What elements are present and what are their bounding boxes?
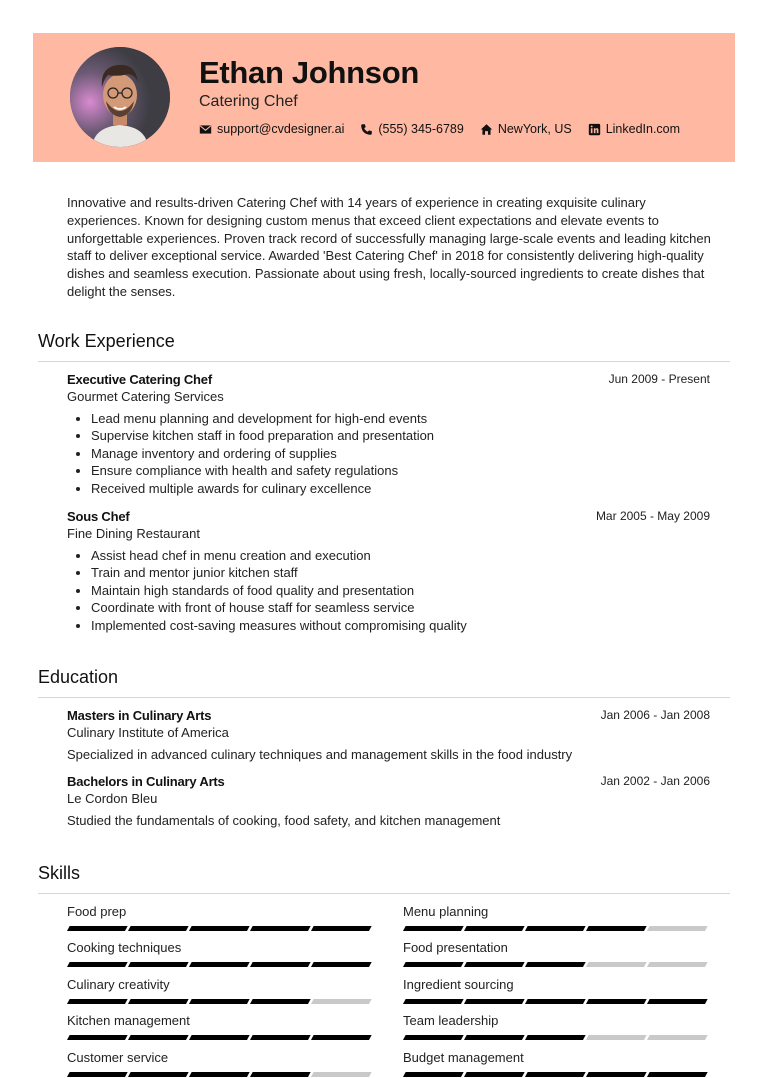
- section-title-education: Education: [38, 667, 119, 687]
- rating-segment-filled: [128, 962, 189, 967]
- skill-item: [403, 940, 709, 967]
- linkedin-icon: [588, 123, 601, 136]
- contact-email-text: support@cvdesigner.ai: [217, 122, 345, 136]
- rating-segment-filled: [250, 926, 311, 931]
- rating-segment-filled: [525, 1072, 586, 1077]
- list-item: • Coordinate with front of house staff for seamless service: [91, 599, 710, 616]
- rating-segment-filled: [647, 1072, 708, 1077]
- education-date: Jan 2006 - Jan 2008: [600, 708, 710, 722]
- home-icon: [480, 123, 493, 136]
- education-degree: Bachelors in Culinary Arts: [67, 774, 225, 789]
- contact-linkedin[interactable]: [588, 122, 680, 136]
- skill-rating: [67, 1035, 373, 1040]
- list-item: • Lead menu planning and development for high-end events: [91, 410, 710, 427]
- rating-segment-filled: [311, 926, 372, 931]
- rating-segment-filled: [250, 999, 311, 1004]
- rating-segment-filled: [403, 962, 464, 967]
- skill-name: Kitchen management: [67, 1013, 190, 1028]
- list-item: • Implemented cost-saving measures without compromising quality: [91, 617, 710, 634]
- work-title: Executive Catering Chef: [67, 372, 212, 387]
- list-item: • Assist head chef in menu creation and execution: [91, 547, 710, 564]
- list-item: • Manage inventory and ordering of supplies: [91, 445, 710, 462]
- skill-item: [403, 904, 709, 931]
- rating-segment-filled: [403, 1072, 464, 1077]
- work-company: Gourmet Catering Services: [67, 389, 224, 404]
- skill-item: [67, 940, 373, 967]
- rating-segment-filled: [67, 1072, 128, 1077]
- rating-segment-filled: [128, 999, 189, 1004]
- skill-name: Budget management: [403, 1050, 524, 1065]
- skill-name: Cooking techniques: [67, 940, 182, 955]
- skill-name: Food prep: [67, 904, 127, 919]
- skill-name: Menu planning: [403, 904, 489, 919]
- contact-email[interactable]: [199, 122, 344, 136]
- skill-item: [67, 904, 373, 931]
- portrait-image: [70, 47, 170, 147]
- rating-segment-filled: [525, 1035, 586, 1040]
- work-bullets: [67, 547, 710, 634]
- work-entry: [67, 508, 710, 634]
- education-entry: [67, 773, 710, 830]
- rating-segment-filled: [586, 1072, 647, 1077]
- rating-segment-filled: [189, 926, 250, 931]
- skill-rating: [403, 1072, 709, 1077]
- rating-segment-filled: [311, 1035, 372, 1040]
- skill-item: [403, 1013, 709, 1040]
- rating-segment-filled: [647, 999, 708, 1004]
- rating-segment-filled: [525, 962, 586, 967]
- work-entry: [67, 371, 710, 497]
- education-school: Culinary Institute of America: [67, 725, 229, 740]
- rating-segment-empty: [586, 1035, 647, 1040]
- phone-icon: [360, 123, 373, 136]
- rating-segment-empty: [647, 1035, 708, 1040]
- rating-segment-filled: [189, 999, 250, 1004]
- work-bullets: [67, 410, 710, 497]
- skill-name: Team leadership: [403, 1013, 499, 1028]
- rating-segment-filled: [311, 962, 372, 967]
- education-description: Specialized in advanced culinary techniques and management skills in the food industry: [67, 747, 573, 762]
- list-item: • Train and mentor junior kitchen staff: [91, 564, 710, 581]
- skill-rating: [403, 1035, 709, 1040]
- skill-name: Food presentation: [403, 940, 508, 955]
- contact-phone-text: (555) 345-6789: [378, 122, 464, 136]
- skill-item: [67, 1050, 373, 1077]
- rating-segment-filled: [128, 1035, 189, 1040]
- section-divider: [38, 361, 730, 362]
- skill-name: Ingredient sourcing: [403, 977, 514, 992]
- section-divider: [38, 893, 730, 894]
- skill-item: [67, 977, 373, 1004]
- list-item: • Ensure compliance with health and safety regulations: [91, 462, 710, 479]
- section-divider: [38, 697, 730, 698]
- work-date: Jun 2009 - Present: [608, 372, 710, 386]
- rating-segment-filled: [403, 926, 464, 931]
- rating-segment-empty: [647, 926, 708, 931]
- work-company: Fine Dining Restaurant: [67, 526, 200, 541]
- skill-rating: [403, 926, 709, 931]
- rating-segment-filled: [189, 1072, 250, 1077]
- rating-segment-filled: [464, 926, 525, 931]
- envelope-icon: [199, 123, 212, 136]
- skill-rating: [67, 926, 373, 931]
- rating-segment-empty: [647, 962, 708, 967]
- rating-segment-filled: [586, 926, 647, 931]
- skill-name: Customer service: [67, 1050, 169, 1065]
- list-item: • Received multiple awards for culinary excellence: [91, 480, 710, 497]
- rating-segment-filled: [67, 926, 128, 931]
- rating-segment-filled: [403, 999, 464, 1004]
- rating-segment-filled: [67, 999, 128, 1004]
- avatar: [70, 47, 170, 147]
- rating-segment-filled: [189, 962, 250, 967]
- rating-segment-filled: [464, 1072, 525, 1077]
- skill-rating: [67, 1072, 373, 1077]
- skill-item: [403, 1050, 709, 1077]
- education-school: Le Cordon Bleu: [67, 791, 158, 806]
- rating-segment-empty: [311, 1072, 372, 1077]
- profile-summary: Innovative and results-driven Catering Chef with 14 years of experience in creating exquisite culinary experiences. Known for designing custom menus that exceed client expectations and elevate events to unforgettable experiences. Proven track record of successfully managing large-scale events and leading kitchen staff to deliver exceptional service. Awarded 'Best Catering Chef' in 2018 for consistently delivering high-quality dishes and seamless execution. Passionate about using fresh, locally-sourced ingredients to create dishes that delight the senses.: [67, 195, 711, 299]
- contact-row: [199, 122, 696, 136]
- list-item: • Supervise kitchen staff in food preparation and presentation: [91, 427, 710, 444]
- rating-segment-filled: [525, 999, 586, 1004]
- education-degree: Masters in Culinary Arts: [67, 708, 212, 723]
- rating-segment-filled: [250, 1072, 311, 1077]
- rating-segment-filled: [67, 1035, 128, 1040]
- candidate-name: Ethan Johnson: [199, 55, 419, 90]
- skill-name: Culinary creativity: [67, 977, 170, 992]
- rating-segment-filled: [464, 962, 525, 967]
- list-item: • Maintain high standards of food quality and presentation: [91, 582, 710, 599]
- rating-segment-empty: [586, 962, 647, 967]
- education-date: Jan 2002 - Jan 2006: [600, 774, 710, 788]
- rating-segment-filled: [67, 962, 128, 967]
- contact-location: [480, 122, 572, 136]
- rating-segment-filled: [464, 1035, 525, 1040]
- work-title: Sous Chef: [67, 509, 130, 524]
- rating-segment-filled: [464, 999, 525, 1004]
- section-title-work: Work Experience: [38, 331, 175, 351]
- rating-segment-empty: [311, 999, 372, 1004]
- section-title-skills: Skills: [38, 863, 81, 883]
- skill-item: [403, 977, 709, 1004]
- job-title: Catering Chef: [199, 93, 298, 110]
- rating-segment-filled: [128, 1072, 189, 1077]
- contact-location-text: NewYork, US: [497, 122, 572, 136]
- rating-segment-filled: [250, 1035, 311, 1040]
- skill-rating: [403, 962, 709, 967]
- rating-segment-filled: [250, 962, 311, 967]
- work-date: Mar 2005 - May 2009: [595, 509, 710, 523]
- skill-rating: [403, 999, 709, 1004]
- skill-item: [67, 1013, 373, 1040]
- rating-segment-filled: [128, 926, 189, 931]
- rating-segment-filled: [403, 1035, 464, 1040]
- resume-header: [33, 33, 735, 162]
- education-description: Studied the fundamentals of cooking, food safety, and kitchen management: [67, 813, 501, 828]
- contact-linkedin-text: LinkedIn.com: [605, 122, 681, 136]
- skill-rating: [67, 962, 373, 967]
- rating-segment-filled: [586, 999, 647, 1004]
- rating-segment-filled: [525, 926, 586, 931]
- education-entry: [67, 707, 710, 764]
- contact-phone[interactable]: [360, 122, 463, 136]
- skill-rating: [67, 999, 373, 1004]
- rating-segment-filled: [189, 1035, 250, 1040]
